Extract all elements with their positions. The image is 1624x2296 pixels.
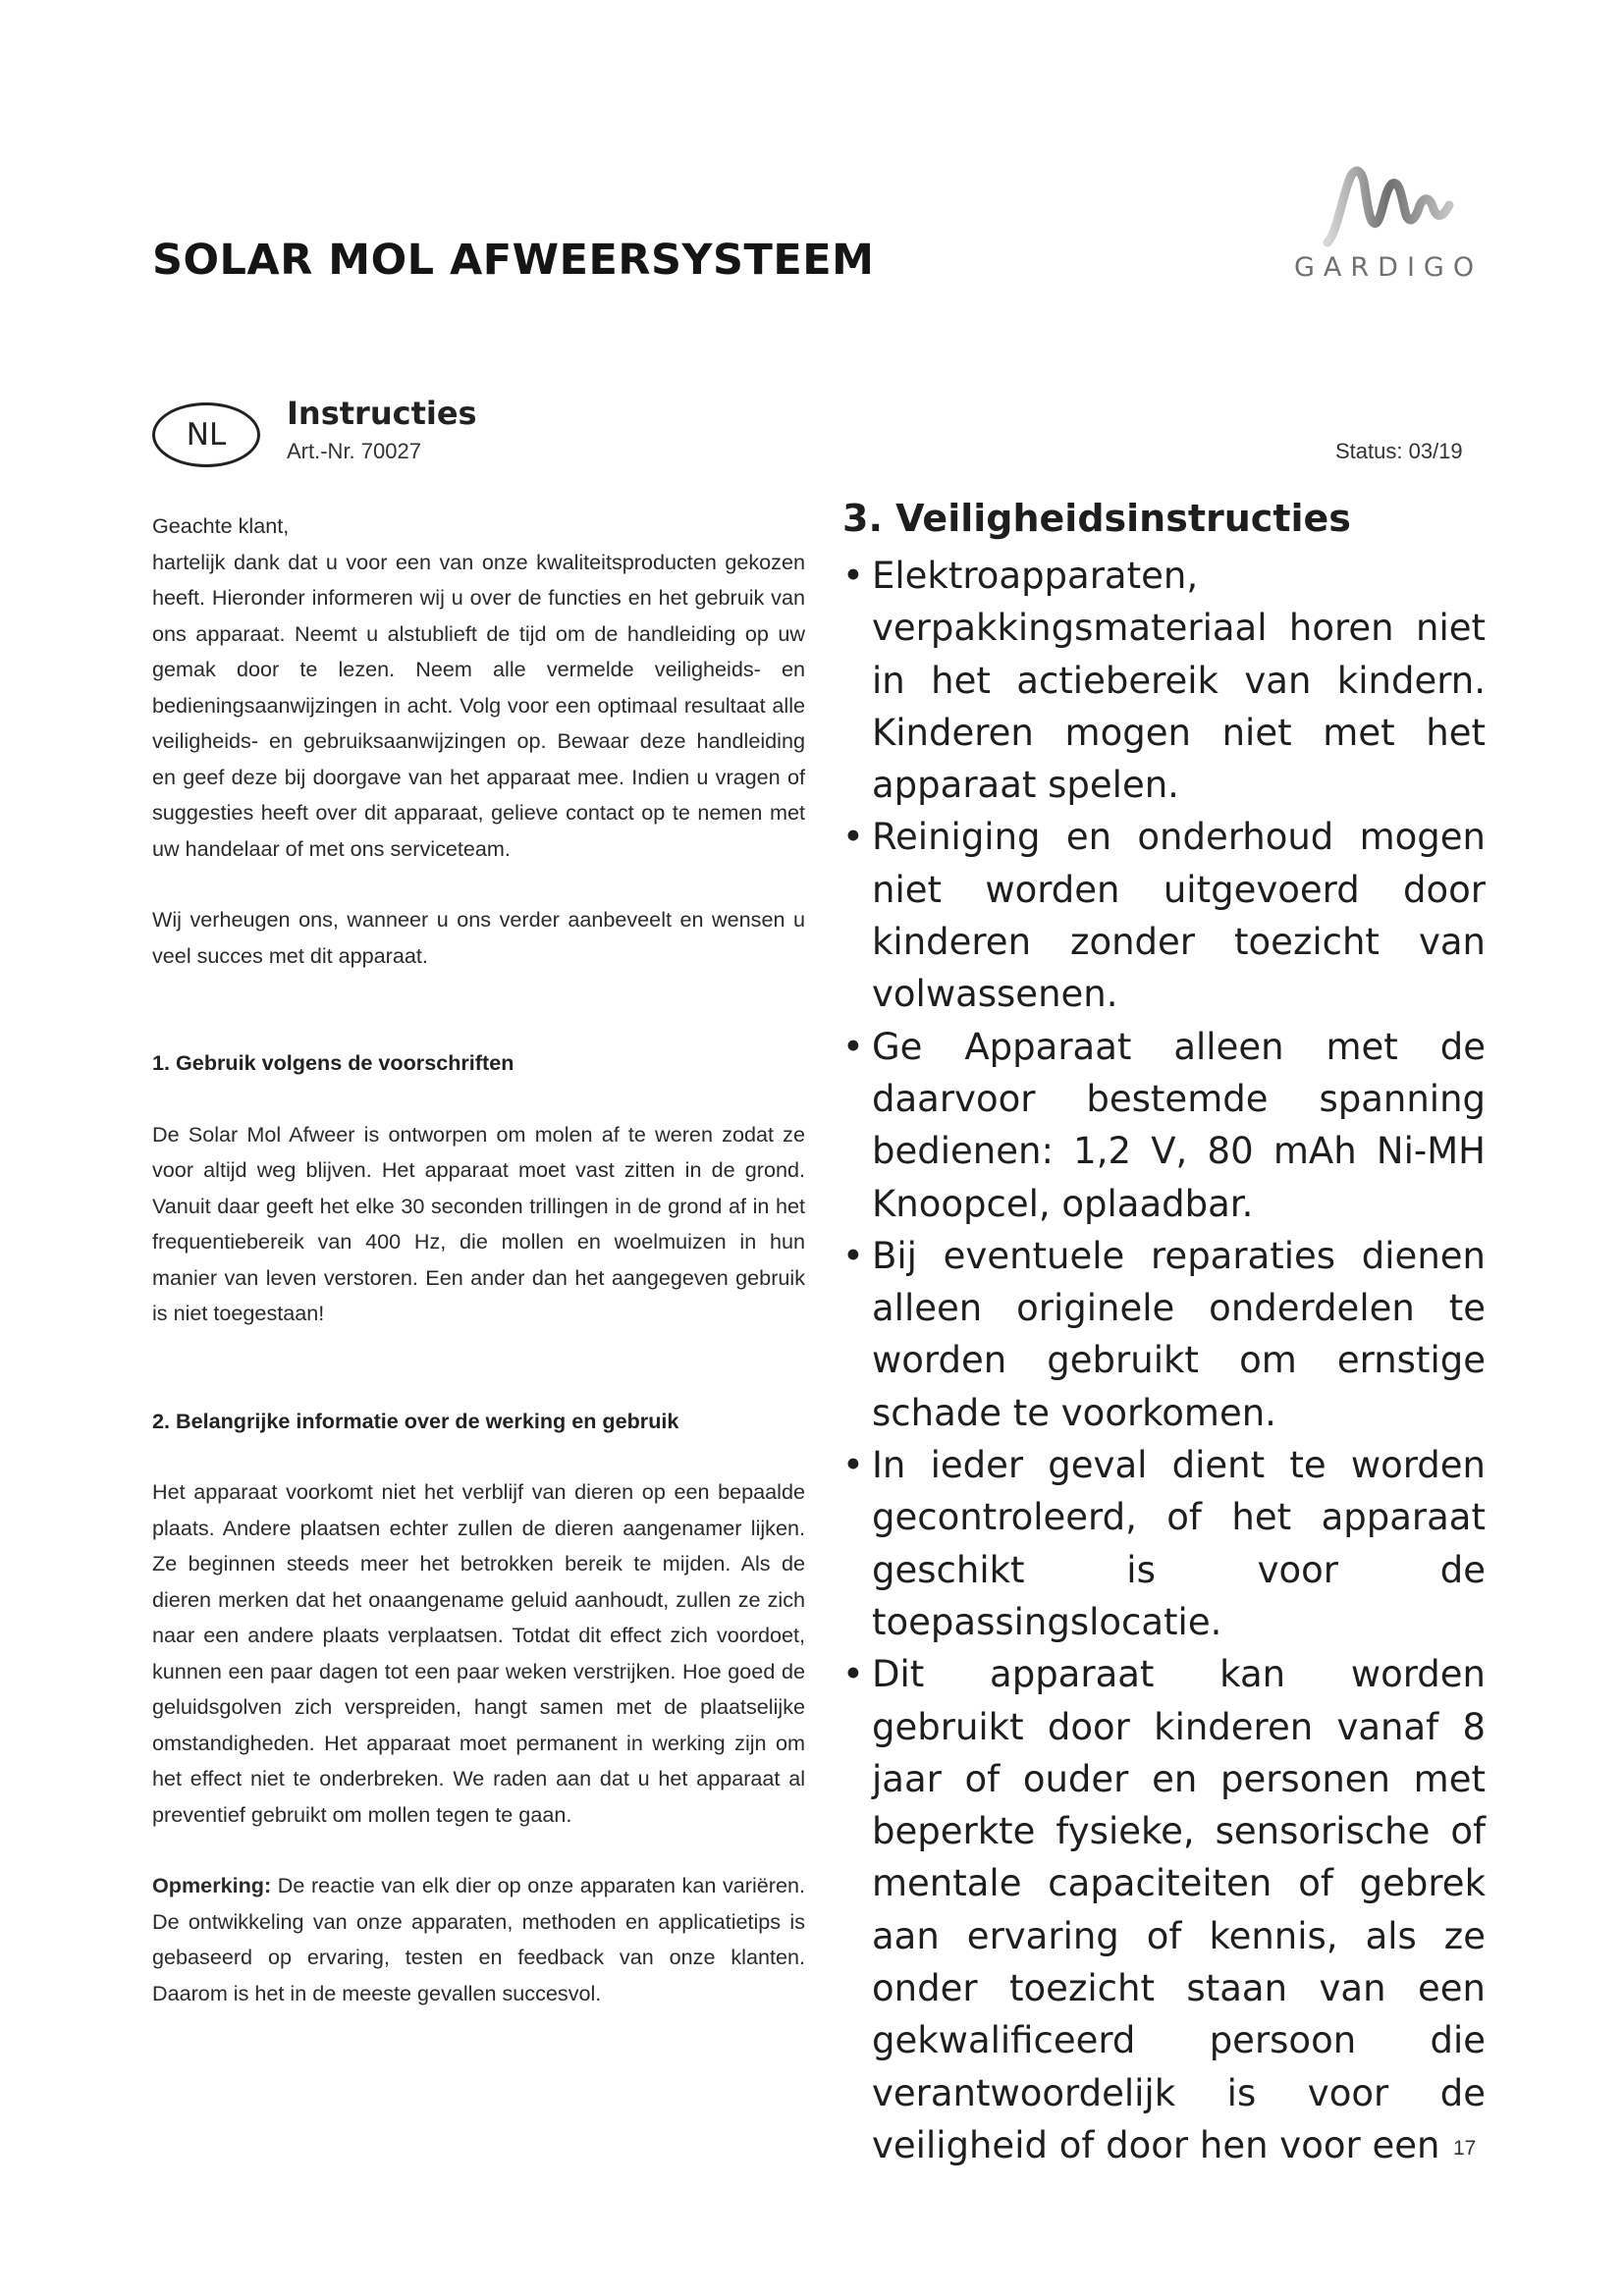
right-column [842, 491, 1486, 2171]
bullet-icon: • [842, 816, 864, 859]
page-number: 17 [1453, 2137, 1477, 2160]
intro-paragraph: hartelijk dank dat u voor een van onze kwaliteitsproducten gekozen heeft. Hieronder informeren wij u over de functies en het gebruik van ons apparaat. Neemt u alstublieft de tijd om de handleiding op uw gemak door te lezen. Neem alle vermelde veiligheids- en bedieningsaanwijzingen in acht. Volg voor een optimaal resultaat alle veiligheids- en gebruiksaanwijzingen op. Bewaar deze handleiding en geef deze bij doorgave van het apparaat mee. Indien u vragen of suggesties heeft over dit apparaat, gelieve contact op te nemen met uw handelaar of met ons serviceteam. [152, 549, 805, 861]
instructions-heading: Instructies [287, 395, 477, 432]
safety-list [842, 550, 1486, 2171]
document-status: Status: 03/19 [1335, 439, 1463, 463]
note-paragraph [152, 1868, 805, 2011]
gardigo-wave-logo-icon [1322, 162, 1459, 250]
section-1-body: De Solar Mol Afweer is ontworpen om molen af te weren zodat ze voor altijd weg blijven. Het apparaat moet vast zitten in de grond. Vanuit daar geeft het elke 30 seconden trillingen in de grond af in het frequentiebereik van 400 Hz, die mollen en woelmuizen in hun manier van leven verstoren. Een ander dan het aangegeven gebruik is niet toegestaan! [152, 1121, 805, 1325]
section-3-heading: 3. Veiligheidsinstructies [842, 497, 1351, 540]
section-1-heading: 1. Gebruik volgens de voorschriften [152, 1050, 514, 1075]
safety-item: • Ge Apparaat alleen met de daarvoor bestemde spanning bedienen: 1,2 V, 80 mAh Ni-MH Knoopcel, oplaadbar. [842, 1021, 1486, 1230]
language-badge: NL [152, 402, 260, 467]
section-2-heading: 2. Belangrijke informatie over de werking en gebruik [152, 1408, 679, 1433]
article-number: Art.-Nr. 70027 [287, 439, 421, 463]
bullet-icon: • [842, 1653, 864, 1696]
safety-item: • In ieder geval dient te worden gecontroleerd, of het apparaat geschikt is voor de toepassingslocatie. [842, 1439, 1486, 1648]
logo-text: GARDIGO [1294, 252, 1484, 283]
safety-item: • Dit apparaat kan worden gebruikt door kinderen vanaf 8 jaar of ouder en personen met beperkte fysieke, sensorische of mentale capaciteiten of gebrek aan ervaring of kennis, als ze onder toezicht staan van een gekwalificeerd persoon die verantwoordelijk is voor de veiligheid of door hen voor een [842, 1648, 1486, 2171]
section-2-body: Het apparaat voorkomt niet het verblijf van dieren op een bepaalde plaats. Andere plaatsen echter zullen de dieren aangenamer lijken. Ze beginnen steeds meer het betrokken bereik te mijden. Als de dieren merken dat het onaangename geluid aanhoudt, zullen ze zich naar een andere plaats verplaatsen. Totdat dit effect zich voordoet, kunnen een paar dagen tot een paar weken verstrijken. Hoe goed de geluidsgolven zich verspreiden, hangt samen met de plaatselijke omstandigheden. Het apparaat moet permanent in werking zijn om het effect niet te onderbreken. We raden aan dat u het apparaat al preventief gebruikt om mollen tegen te gaan. [152, 1479, 805, 1827]
closing-paragraph: Wij verheugen ons, wanneer u ons verder aanbeveelt en wensen u veel succes met dit apparaat. [152, 907, 805, 968]
safety-item: • Reiniging en onderhoud mogen niet worden uitgevoerd door kinderen zonder toezicht van volwassenen. [842, 811, 1486, 1020]
safety-item: • Elektroapparaten, verpakkingsmateriaal horen niet in het actiebereik van kindern. Kinderen mogen niet met het apparaat spelen. [842, 550, 1486, 811]
note-label: Opmerking: [152, 1873, 272, 1897]
left-column [152, 508, 805, 2011]
note-text: De reactie van elk dier op onze apparaten kan variëren. De ontwikkeling van onze apparaten, methoden en applicatietips is gebaseerd op ervaring, testen en feedback van onze klanten. Daarom is het in de meeste gevallen succesvol. [152, 1873, 805, 2005]
bullet-icon: • [842, 1444, 864, 1487]
salutation: Geachte klant, [152, 513, 290, 538]
page-title: SOLAR MOL AFWEERSYSTEEM [152, 236, 875, 285]
bullet-icon: • [842, 1234, 864, 1277]
safety-item: • Bij eventuele reparaties dienen alleen originele onderdelen te worden gebruikt om ernstige schade te voorkomen. [842, 1230, 1486, 1439]
brand-logo [1294, 162, 1483, 290]
bullet-icon: • [842, 1025, 864, 1068]
bullet-icon: • [842, 555, 864, 597]
